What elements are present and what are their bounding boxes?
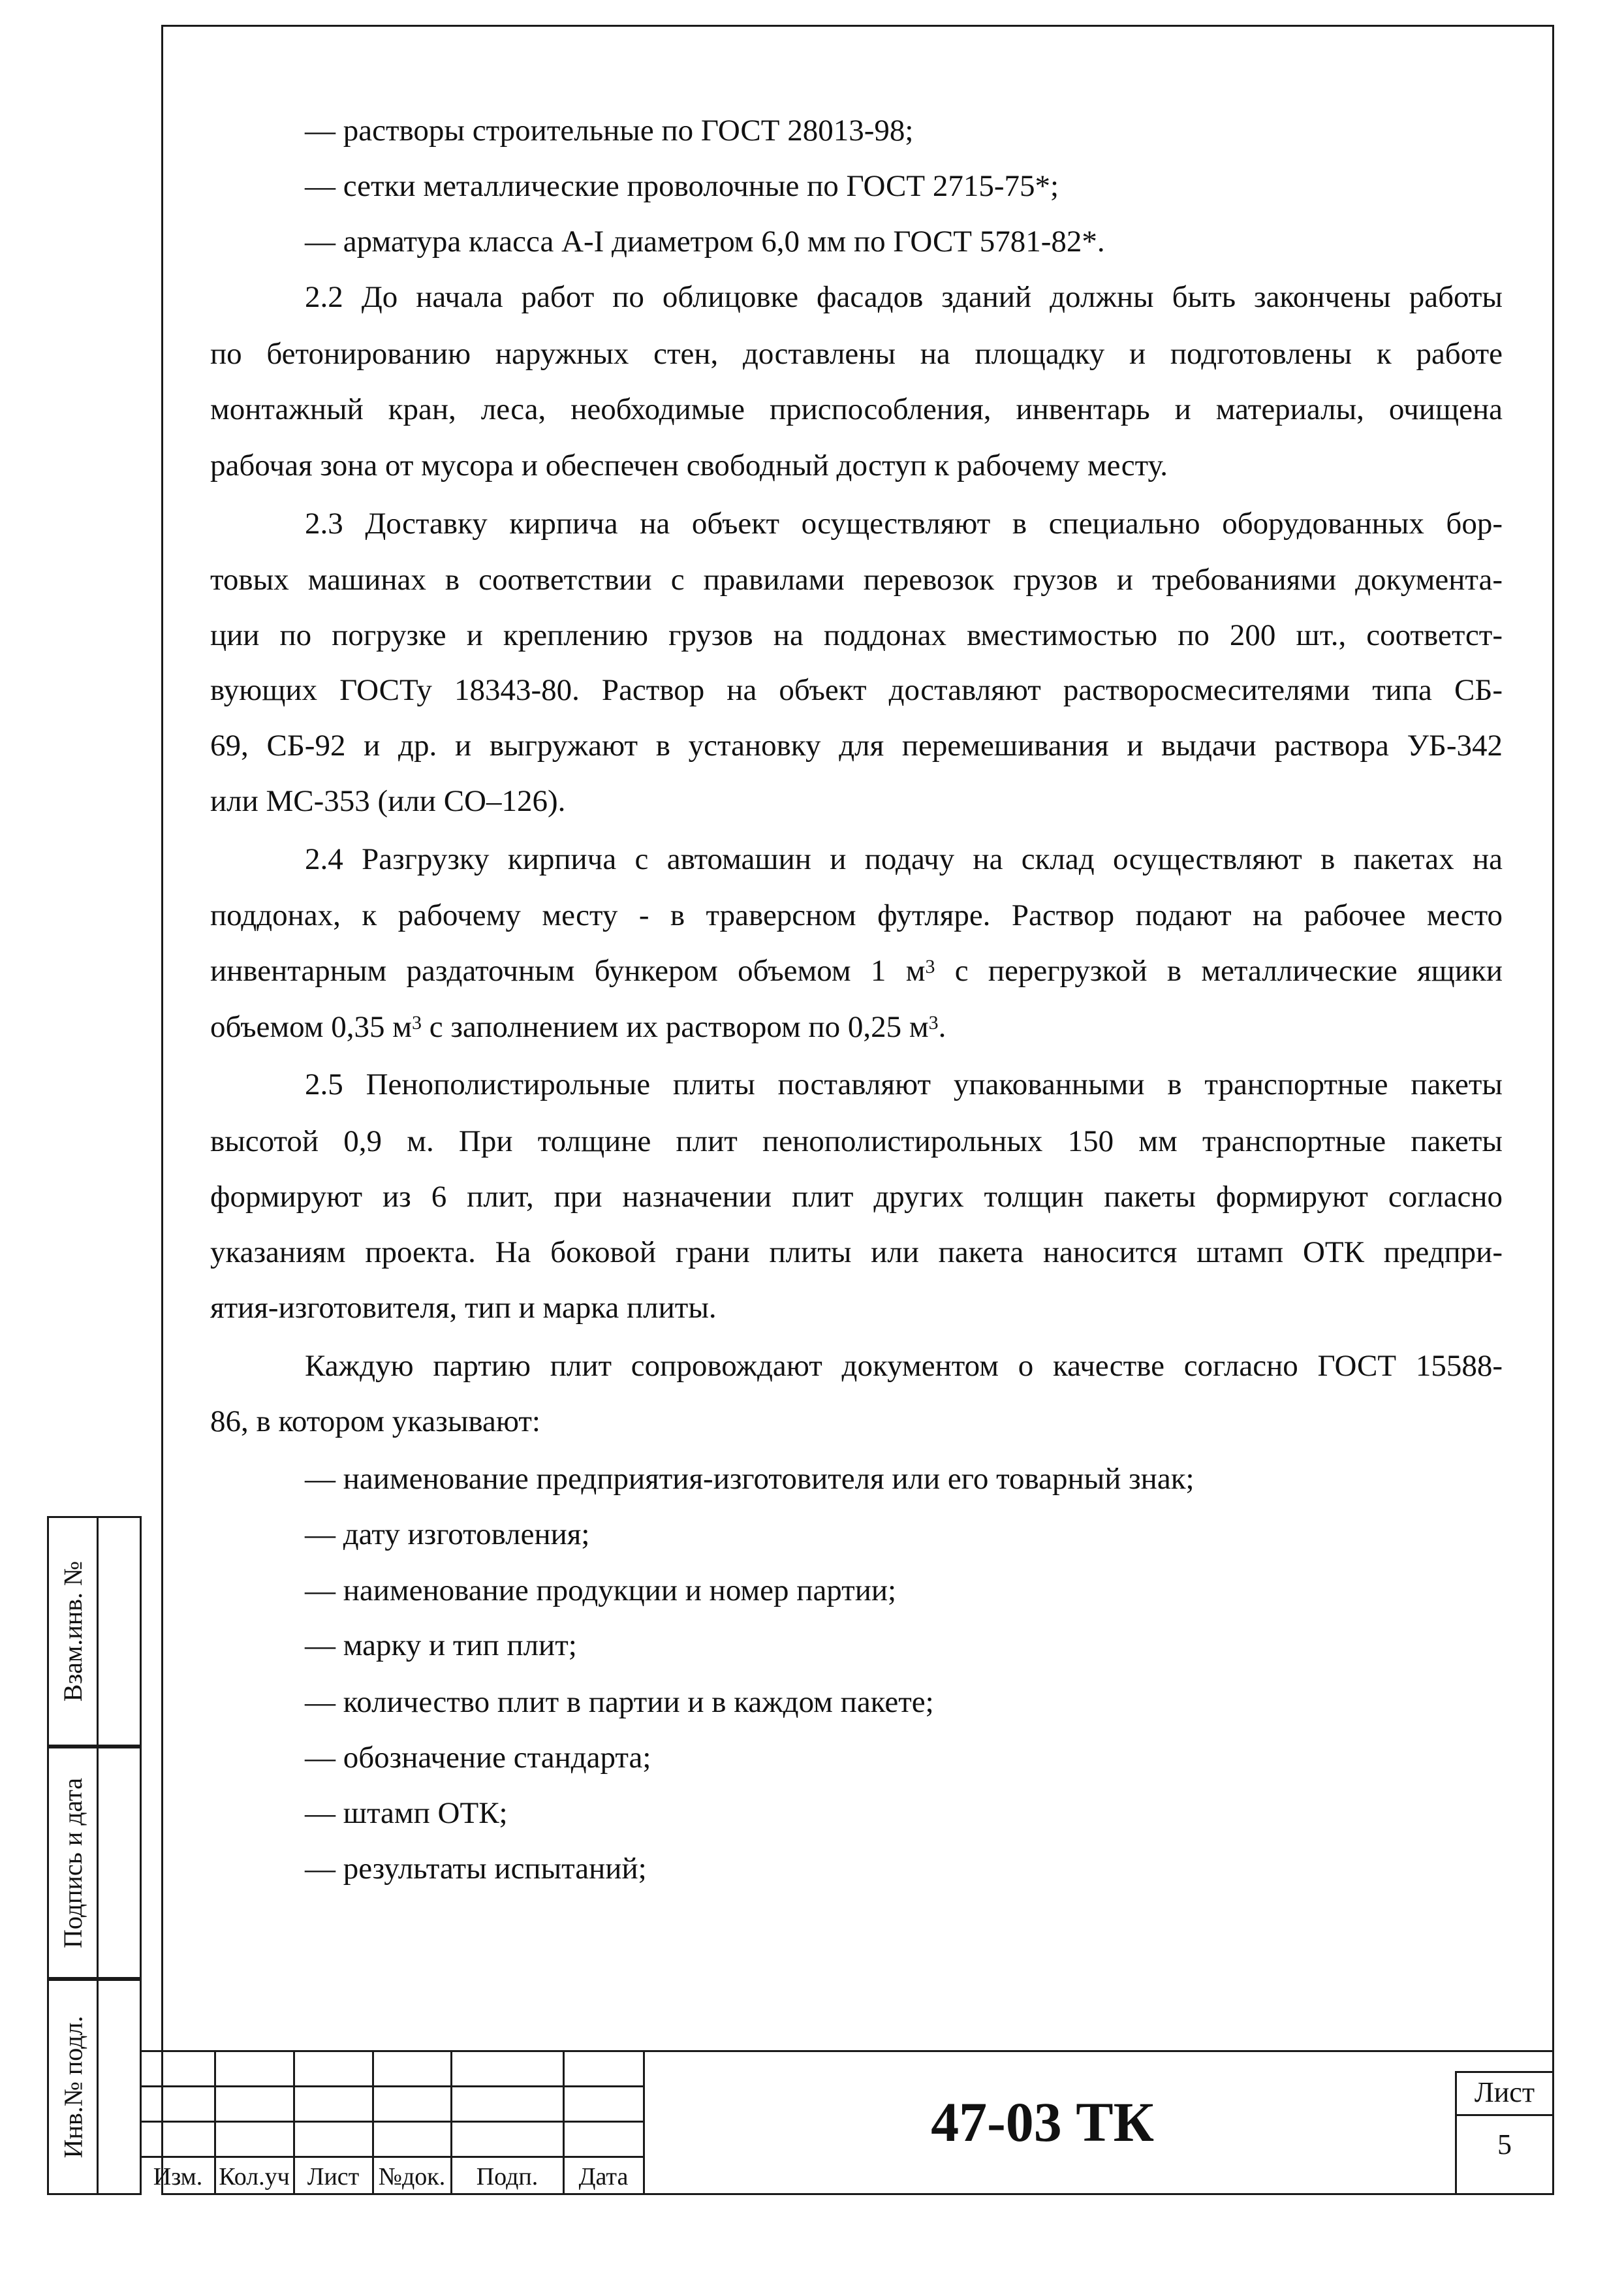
side-stamp-vzam-label: Взам.инв. № <box>58 1560 88 1702</box>
superscript: 3 <box>925 956 935 977</box>
list-item: — результаты испытаний; <box>305 1852 647 1886</box>
text-run: инвентарным раздаточным бункером объемом 1 м <box>210 954 926 988</box>
paragraph-line: монтажный кран, леса, необходимые приспособления, инвентарь и материалы, очищена <box>210 392 1503 426</box>
paragraph-line: 69, СБ-92 и др. и выгружают в установку для перемешивания и выдачи раствора УБ-342 <box>210 729 1503 763</box>
sheet-number: 5 <box>1497 2128 1512 2160</box>
paragraph-line <box>210 951 1503 990</box>
superscript: 3 <box>412 1012 422 1034</box>
list-item: — сетки металлические проволочные по ГОСТ 2715-75*; <box>305 169 1059 203</box>
paragraph-line: по бетонированию наружных стен, доставлены на площадку и подготовлены к работе <box>210 337 1503 371</box>
list-item: — наименование продукции и номер партии; <box>305 1573 897 1607</box>
list-item: — дату изготовления; <box>305 1517 590 1551</box>
paragraph-line: вующих ГОСТу 18343-80. Раствор на объект доставляют растворосмесителями типа СБ- <box>210 673 1503 707</box>
col-label-izm: Изм. <box>153 2163 203 2190</box>
paragraph-line: рабочая зона от мусора и обеспечен свободный доступ к рабочему месту. <box>210 449 1168 482</box>
col-label-kol-uch: Кол.уч <box>219 2163 290 2190</box>
side-stamp-inv-label: Инв.№ подл. <box>58 2016 88 2159</box>
superscript: 3 <box>928 1012 939 1034</box>
list-item: — марку и тип плит; <box>305 1628 577 1662</box>
list-item: — арматура класса А-I диаметром 6,0 мм по ГОСТ 5781-82*. <box>305 225 1105 259</box>
paragraph-line: 2.2 До начала работ по облицовке фасадов зданий должны быть закончены работы <box>305 280 1503 314</box>
side-stamp-podp <box>47 1747 142 1979</box>
text-run: с заполнением их раствором по 0,25 м <box>422 1010 929 1044</box>
paragraph-line: 2.4 Разгрузку кирпича с автомашин и подачу на склад осуществляют в пакетах на <box>305 842 1503 876</box>
title-block <box>142 2050 1554 2195</box>
divider <box>142 2050 1554 2052</box>
paragraph-line: 2.3 Доставку кирпича на объект осуществляют в специально оборудованных бор- <box>305 507 1503 541</box>
paragraph-line: ятия-изготовителя, тип и марка плиты. <box>210 1291 717 1325</box>
divider <box>142 2156 644 2158</box>
paragraph-line: формируют из 6 плит, при назначении плит других толщин пакеты формируют согласно <box>210 1180 1503 1214</box>
side-stamp-podp-label: Подпись и дата <box>58 1777 87 1948</box>
divider <box>142 2085 644 2087</box>
text-run: . <box>938 1010 946 1044</box>
col-label-ndok: №док. <box>378 2163 446 2190</box>
col-label-podp: Подп. <box>476 2163 539 2190</box>
paragraph-line <box>210 1007 1503 1047</box>
side-stamp-inv <box>47 1979 142 2195</box>
col-label-data: Дата <box>578 2163 629 2190</box>
paragraph-line: 86, в котором указывают: <box>210 1404 540 1438</box>
paragraph-line: ции по погрузке и креплению грузов на поддонах вместимостью по 200 шт., соответст- <box>210 618 1503 652</box>
sheet-label: Лист <box>1474 2076 1535 2108</box>
document-code: 47-03 ТК <box>931 2091 1154 2153</box>
text-run: с перегрузкой в металлические ящики <box>935 954 1503 988</box>
list-item: — штамп ОТК; <box>305 1796 508 1830</box>
list-item: — количество плит в партии и в каждом пакете; <box>305 1685 934 1719</box>
side-stamp-vzam <box>47 1516 142 1747</box>
paragraph-line: Каждую партию плит сопровождают документом о качестве согласно ГОСТ 15588- <box>305 1349 1503 1383</box>
paragraph-line: товых машинах в соответствии с правилами перевозок грузов и требованиями документа- <box>210 563 1503 597</box>
paragraph-line: указаниям проекта. На боковой грани плиты или пакета наносится штамп ОТК предпри- <box>210 1235 1503 1269</box>
list-item: — наименование предприятия-изготовителя или его товарный знак; <box>305 1462 1195 1496</box>
divider <box>142 2121 644 2123</box>
paragraph-line: поддонах, к рабочему месту - в траверсном футляре. Раствор подают на рабочее место <box>210 898 1503 932</box>
paragraph-line: 2.5 Пенополистирольные плиты поставляют упакованными в транспортные пакеты <box>305 1067 1503 1101</box>
paragraph-line: или МС-353 (или СО–126). <box>210 784 566 818</box>
list-item: — обозначение стандарта; <box>305 1741 651 1775</box>
list-item: — растворы строительные по ГОСТ 28013-98; <box>305 114 914 148</box>
col-label-list: Лист <box>307 2163 360 2190</box>
paragraph-line: высотой 0,9 м. При толщине плит пенополистирольных 150 мм транспортные пакеты <box>210 1124 1503 1158</box>
text-run: объемом 0,35 м <box>210 1010 412 1044</box>
